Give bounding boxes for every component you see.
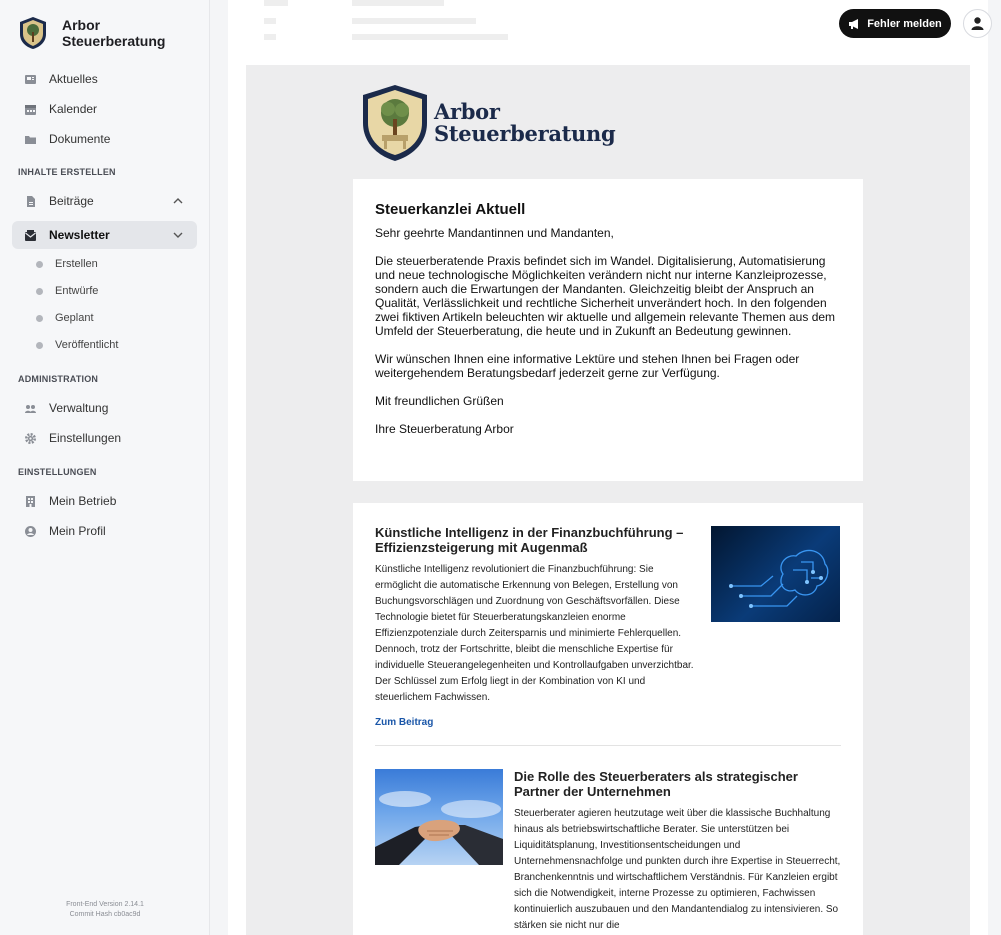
report-error-label: Fehler melden xyxy=(867,17,942,30)
user-menu-button[interactable] xyxy=(963,9,992,38)
chevron-down-icon[interactable] xyxy=(171,228,185,242)
user-circle-icon xyxy=(24,525,37,538)
article-handshake-image xyxy=(375,769,503,865)
newspaper-icon xyxy=(24,73,37,86)
newsletter-preview xyxy=(246,65,970,935)
document-icon xyxy=(24,195,37,208)
handshake-image xyxy=(375,769,503,865)
newsletter-signature: Ihre Steuerberatung Arbor xyxy=(375,422,514,436)
nav-item-verwaltung[interactable] xyxy=(12,394,197,422)
mail-icon xyxy=(24,229,37,242)
commit-hash: Commit Hash cb0ac9d xyxy=(69,911,141,918)
newsletter-logo-line2: Steuerberatung xyxy=(434,121,616,146)
nav-item-mein-profil[interactable] xyxy=(12,517,197,545)
nav-label-dokumente: Dokumente xyxy=(49,132,111,146)
faded-header-content xyxy=(264,0,514,52)
brand-name-line2: Steuerberatung xyxy=(62,33,166,49)
bullet-icon xyxy=(36,315,43,322)
newsletter-paragraph-2: Wir wünschen Ihnen eine informative Lektüre und stehen Ihnen bei Fragen oder weitergehendem Beratungsbedarf jederzeit gerne zur Verfügung. xyxy=(375,352,800,380)
sub-item-erstellen[interactable] xyxy=(36,258,98,270)
sub-item-label: Veröffentlicht xyxy=(55,339,119,351)
article-ai xyxy=(375,525,841,745)
building-icon xyxy=(24,495,37,508)
arbor-logo-icon xyxy=(18,16,48,50)
article-ai-text xyxy=(375,525,699,706)
nav-label-mein-profil: Mein Profil xyxy=(49,524,106,538)
newsletter-articles-card xyxy=(353,503,863,935)
article-ai-link[interactable]: Zum Beitrag xyxy=(375,717,434,728)
nav-item-mein-betrieb[interactable] xyxy=(12,487,197,515)
newsletter-logo-line1: Arbor xyxy=(434,99,500,124)
faded-header-lines xyxy=(264,0,514,46)
nav-label-beitraege: Beiträge xyxy=(49,194,94,208)
nav-item-einstellungen[interactable] xyxy=(12,424,197,452)
sub-item-entwuerfe[interactable] xyxy=(36,285,98,297)
sub-item-label: Erstellen xyxy=(55,258,98,270)
article-ai-body: Künstliche Intelligenz revolutioniert die Finanzbuchführung: Sie ermöglicht die automatische Erkennung von Belegen, Erstellung von Buchungsvorschlägen und Zuordnung von Geschäftsvorfällen. Diese Technologie bietet für Steuerberatungskanzleien enorme Effizienzpotenziale durch Zeitersparnis und minimierte Fehlerquellen. Dennoch, trotz der Fortschritte, bleibt die menschliche Expertise für individuelle Steuerangelegenheiten und Kontrollaufgaben unverzichtbar. Der Schlüssel zum Erfolg liegt in der Kombination von KI und steuerlichem Fachwissen. xyxy=(375,564,694,703)
bullet-icon xyxy=(36,342,43,349)
sidebar xyxy=(0,0,210,935)
calendar-icon xyxy=(24,103,37,116)
brand-name-line1: Arbor xyxy=(62,17,101,33)
section-label-administration: ADMINISTRATION xyxy=(18,374,99,384)
sub-item-geplant[interactable] xyxy=(36,312,94,324)
nav-label-aktuelles: Aktuelles xyxy=(49,72,98,86)
section-label-einstellungen: EINSTELLUNGEN xyxy=(18,467,97,477)
nav-label-einstellungen: Einstellungen xyxy=(49,431,122,445)
report-error-button[interactable] xyxy=(839,9,951,38)
newsletter-paragraph-1: Die steuerberatende Praxis befindet sich im Wandel. Digitalisierung, Automatisierung und neue technologische Möglichkeiten verändern nicht nur interne Kanzleiprozesse, sondern auch die Erwartungen der Mandanten. Gleichzeitig bleibt der Anspruch an Qualität, Verlässlichkeit und rechtliche Sicherheit unverändert hoch. In den folgenden zwei fiktiven Artikeln beleuchten wir aktuelle und allgemein relevante Themen aus dem Umfeld der Steuerberatung, die heute und in Zukunft an Bedeutung gewinnen. xyxy=(375,254,836,338)
nav-item-newsletter[interactable] xyxy=(12,221,197,249)
newsletter-title: Steuerkanzlei Aktuell xyxy=(375,201,526,218)
newsletter-intro-card xyxy=(353,179,863,481)
newsletter-greeting: Sehr geehrte Mandantinnen und Mandanten, xyxy=(375,226,614,240)
nav-label-kalender: Kalender xyxy=(49,102,98,116)
nav-item-aktuelles[interactable] xyxy=(12,65,197,93)
circuit-brain-image xyxy=(711,526,840,622)
nav-label-verwaltung: Verwaltung xyxy=(49,401,109,415)
version-line: Front-End Version 2.14.1 xyxy=(66,901,144,908)
arbor-shield-icon xyxy=(360,83,430,163)
brand[interactable] xyxy=(18,16,165,50)
user-icon xyxy=(970,16,985,31)
nav-item-dokumente[interactable] xyxy=(12,125,197,153)
nav-item-beitraege[interactable] xyxy=(12,187,197,215)
bullet-icon xyxy=(36,288,43,295)
section-label-inhalte: INHALTE ERSTELLEN xyxy=(18,167,116,177)
nav-item-kalender[interactable] xyxy=(12,95,197,123)
article-strategic-body: Steuerberater agieren heutzutage weit über die klassische Buchhaltung hinaus als betriebswirtschaftliche Berater. Sie unterstützen bei Liquiditätsplanung, Investitionsentscheidungen und Unternehmensnachfolge und punkten durch ihre Expertise in Steuerrecht, Branchenkenntnis und wirtschaftlichem Verständnis. Für Kanzleien ergibt sich die Notwendigkeit, interne Prozesse zu optimieren, Fachwissen kontinuierlich auszubauen und den Mandantendialog zu intensivieren. So stärken sie nicht nur die xyxy=(514,808,841,931)
chevron-up-icon[interactable] xyxy=(171,194,185,208)
newsletter-closing: Mit freundlichen Grüßen xyxy=(375,394,504,408)
sub-item-label: Geplant xyxy=(55,312,94,324)
newsletter-logo xyxy=(360,83,615,163)
article-ai-title: Künstliche Intelligenz in der Finanzbuchführung – Effizienzsteigerung mit Augenmaß xyxy=(375,525,684,555)
nav-label-newsletter: Newsletter xyxy=(49,228,110,242)
bullet-icon xyxy=(36,261,43,268)
article-divider xyxy=(375,745,841,746)
sub-item-veroeffentlicht[interactable] xyxy=(36,339,118,351)
sub-item-label: Entwürfe xyxy=(55,285,99,297)
users-icon xyxy=(24,402,37,415)
nav-label-mein-betrieb: Mein Betrieb xyxy=(49,494,117,508)
version-info xyxy=(0,900,210,920)
article-ai-image xyxy=(711,526,840,622)
folder-icon xyxy=(24,133,37,146)
article-strategic-title: Die Rolle des Steuerberaters als strategischer Partner der Unternehmen xyxy=(514,769,798,799)
gear-icon xyxy=(24,432,37,445)
megaphone-icon xyxy=(848,18,861,30)
article-strategic-text xyxy=(514,769,841,934)
